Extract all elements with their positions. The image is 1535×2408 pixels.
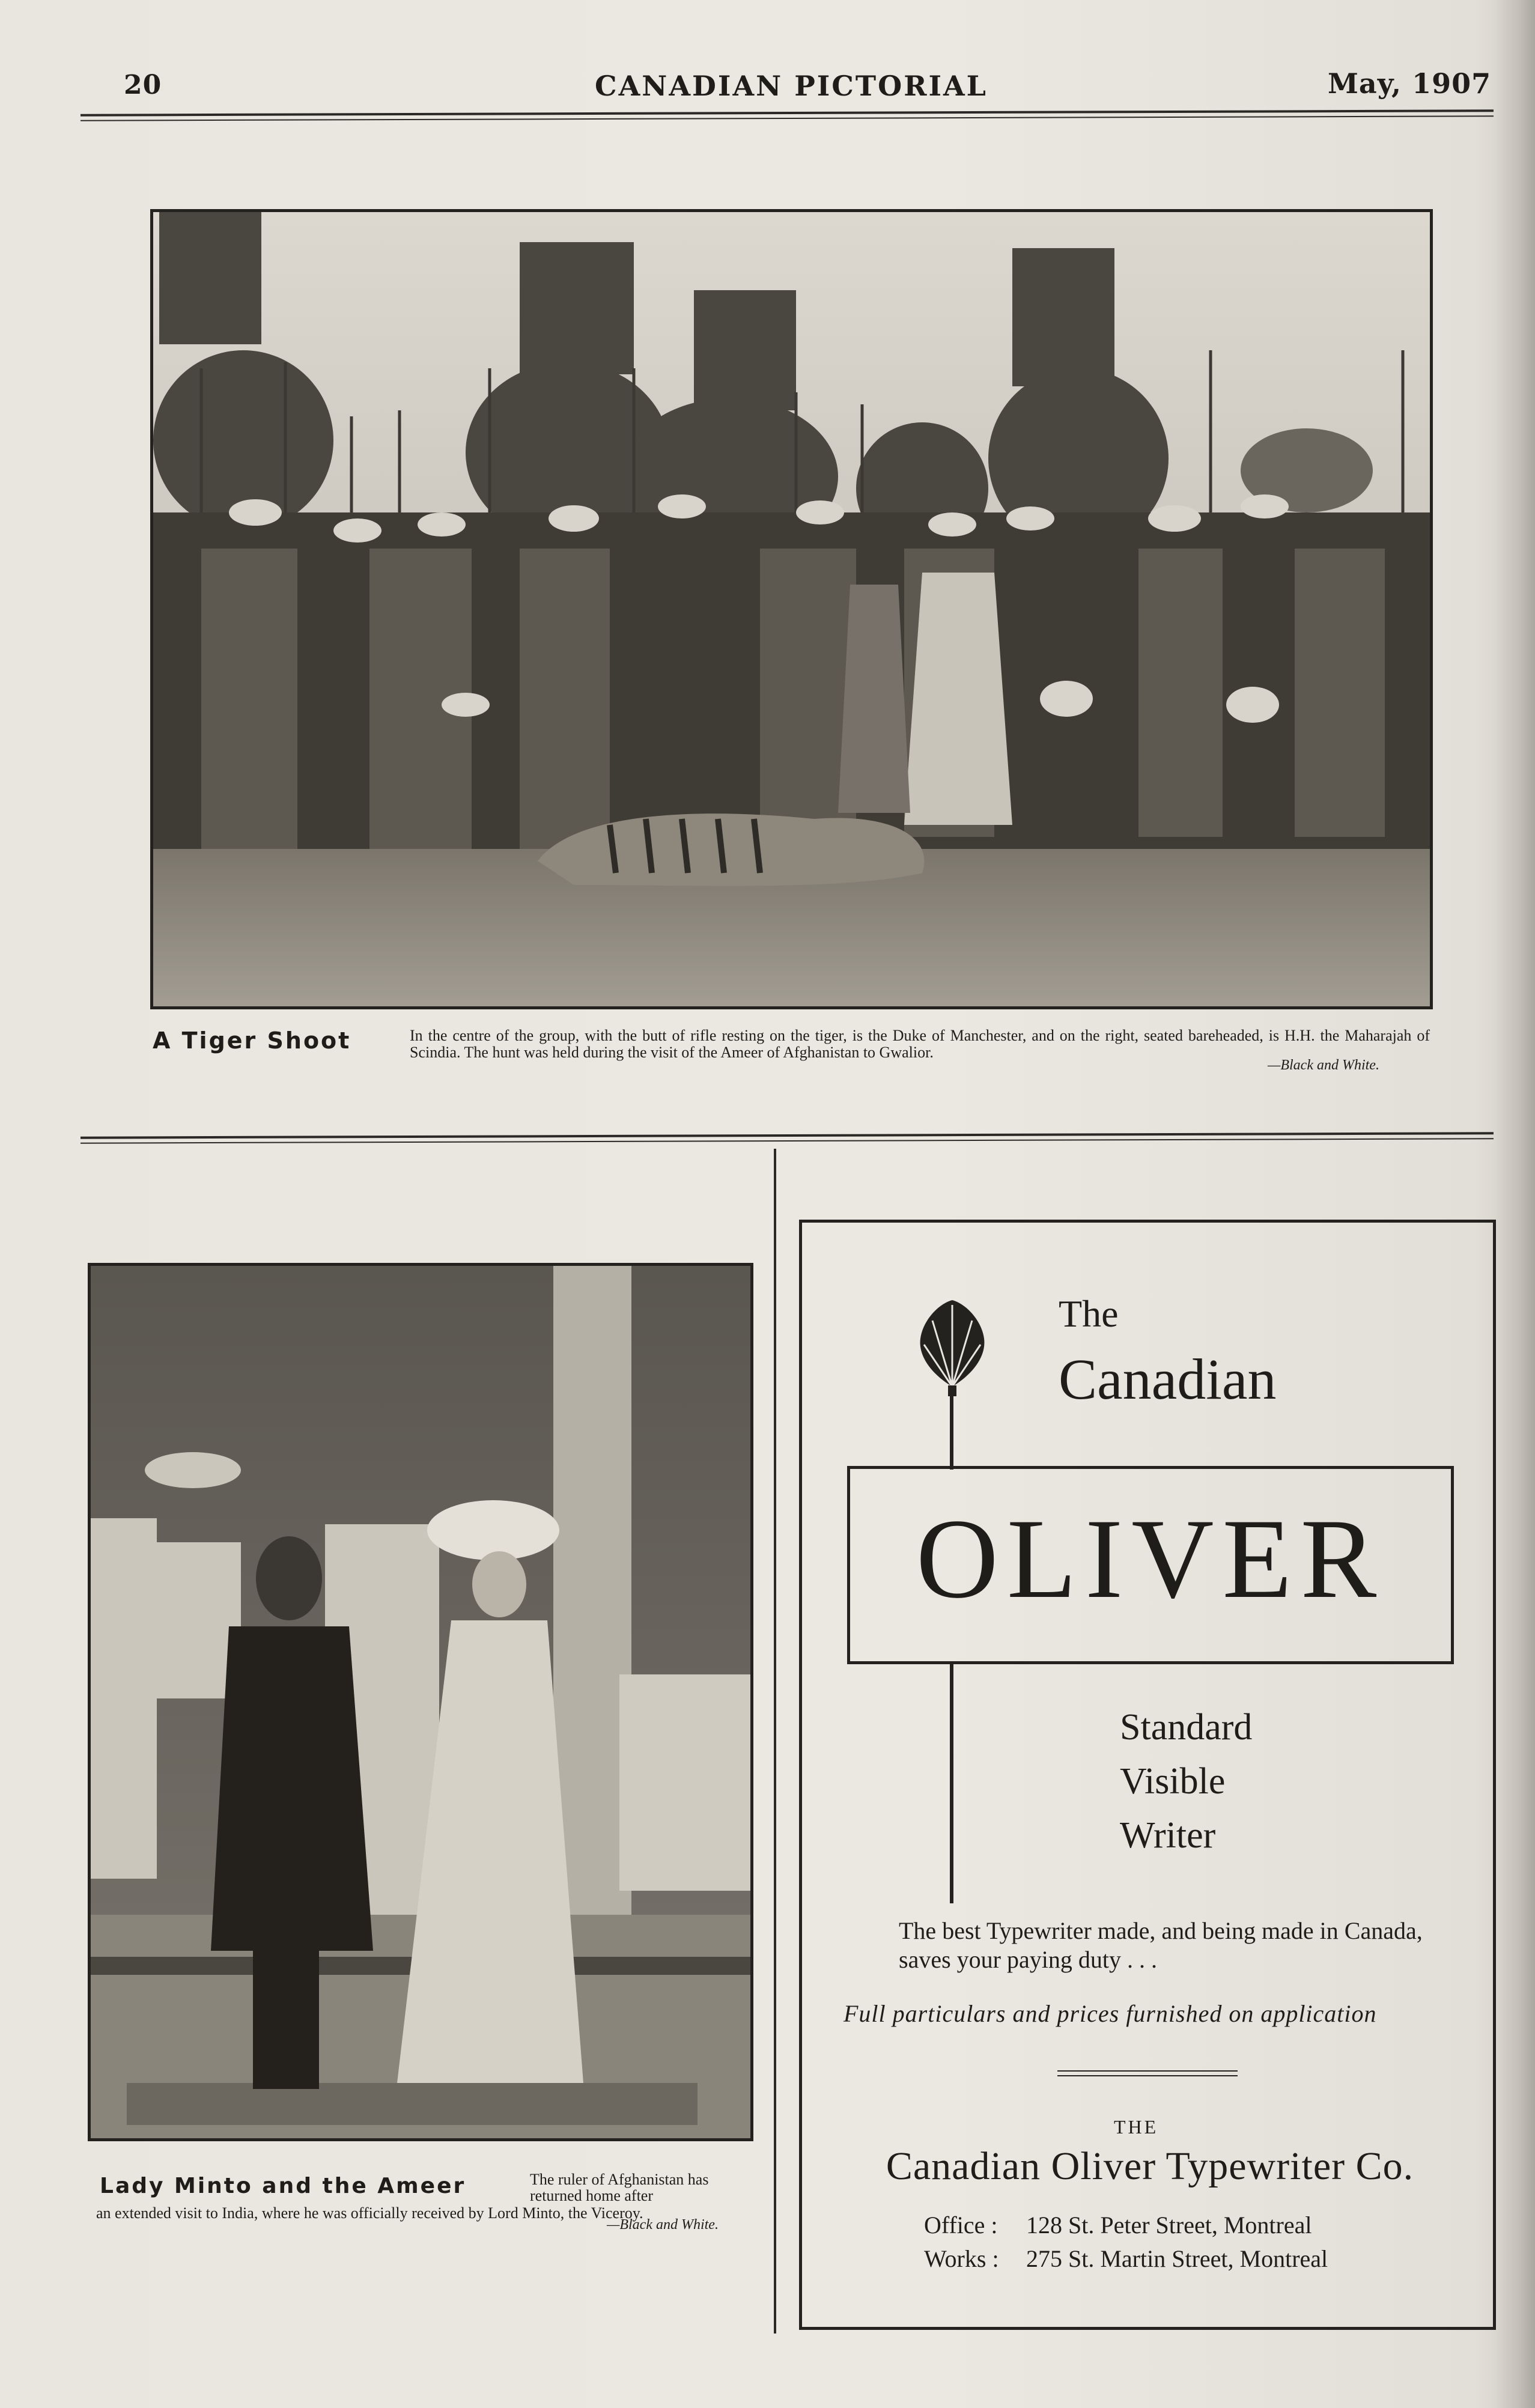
tiger-photo-credit: —Black and White. bbox=[1268, 1057, 1379, 1073]
works-label: Works : bbox=[924, 2245, 999, 2272]
lady-minto-illustration bbox=[91, 1266, 750, 2138]
minto-caption-rest: an extended visit to India, where he was officially received by Lord Minto, the Viceroy. bbox=[96, 2204, 643, 2222]
office-address-line bbox=[924, 2211, 1312, 2239]
tiger-shoot-illustration bbox=[153, 212, 1430, 1006]
tiger-shoot-photo bbox=[150, 209, 1433, 1009]
ad-body-text: The best Typewriter made, and being made in Canada, saves your paying duty . . . bbox=[899, 1917, 1423, 1973]
ornament-stem-top bbox=[950, 1388, 953, 1470]
minto-caption-title: Lady Minto and the Ameer bbox=[100, 2174, 466, 2198]
lady-minto-photo bbox=[88, 1263, 753, 2141]
page-gutter-shadow bbox=[1493, 0, 1535, 2408]
tagline-line-1: Standard bbox=[1120, 1707, 1253, 1748]
tiger-caption-text: In the centre of the group, with the butt of rifle resting on the tiger, is the Duke of Manchester, and on the right, seated bareheaded, is H.H. the Maharajah of Scindia. The hunt was held during the visit of the Ameer of Afghanistan to Gwalior. bbox=[410, 1027, 1430, 1061]
publication-title: CANADIAN PICTORIAL bbox=[595, 70, 988, 102]
issue-date: May, 1907 bbox=[1328, 67, 1492, 100]
ad-canadian: Canadian bbox=[1059, 1347, 1277, 1411]
minto-photo-credit: —Black and White. bbox=[607, 2217, 719, 2233]
brand-name: OLIVER bbox=[916, 1496, 1385, 1622]
works-address-line bbox=[924, 2245, 1328, 2273]
office-address: 128 St. Peter Street, Montreal bbox=[1026, 2212, 1312, 2239]
company-name: Canadian Oliver Typewriter Co. bbox=[886, 2144, 1414, 2188]
page-number: 20 bbox=[124, 70, 162, 100]
ad-the-small: THE bbox=[1114, 2116, 1159, 2138]
ad-tagline bbox=[1120, 1700, 1252, 1862]
tagline-line-2: Visible bbox=[1120, 1761, 1226, 1802]
tiger-caption-title: A Tiger Shoot bbox=[153, 1027, 351, 1054]
tagline-line-3: Writer bbox=[1120, 1815, 1216, 1856]
ad-italic-line: Full particulars and prices furnished on application bbox=[843, 2000, 1377, 2027]
office-label: Office : bbox=[924, 2212, 998, 2239]
column-rule bbox=[774, 1149, 776, 2334]
ornament-stem-bottom bbox=[950, 1663, 953, 1903]
ad-the: The bbox=[1059, 1292, 1119, 1335]
ad-separator bbox=[1057, 2070, 1238, 2076]
fleur-ornament-icon bbox=[914, 1297, 990, 1399]
minto-caption-lead: The ruler of Afghanistan has returned home after bbox=[530, 2171, 709, 2204]
works-address: 275 St. Martin Street, Montreal bbox=[1026, 2245, 1328, 2272]
